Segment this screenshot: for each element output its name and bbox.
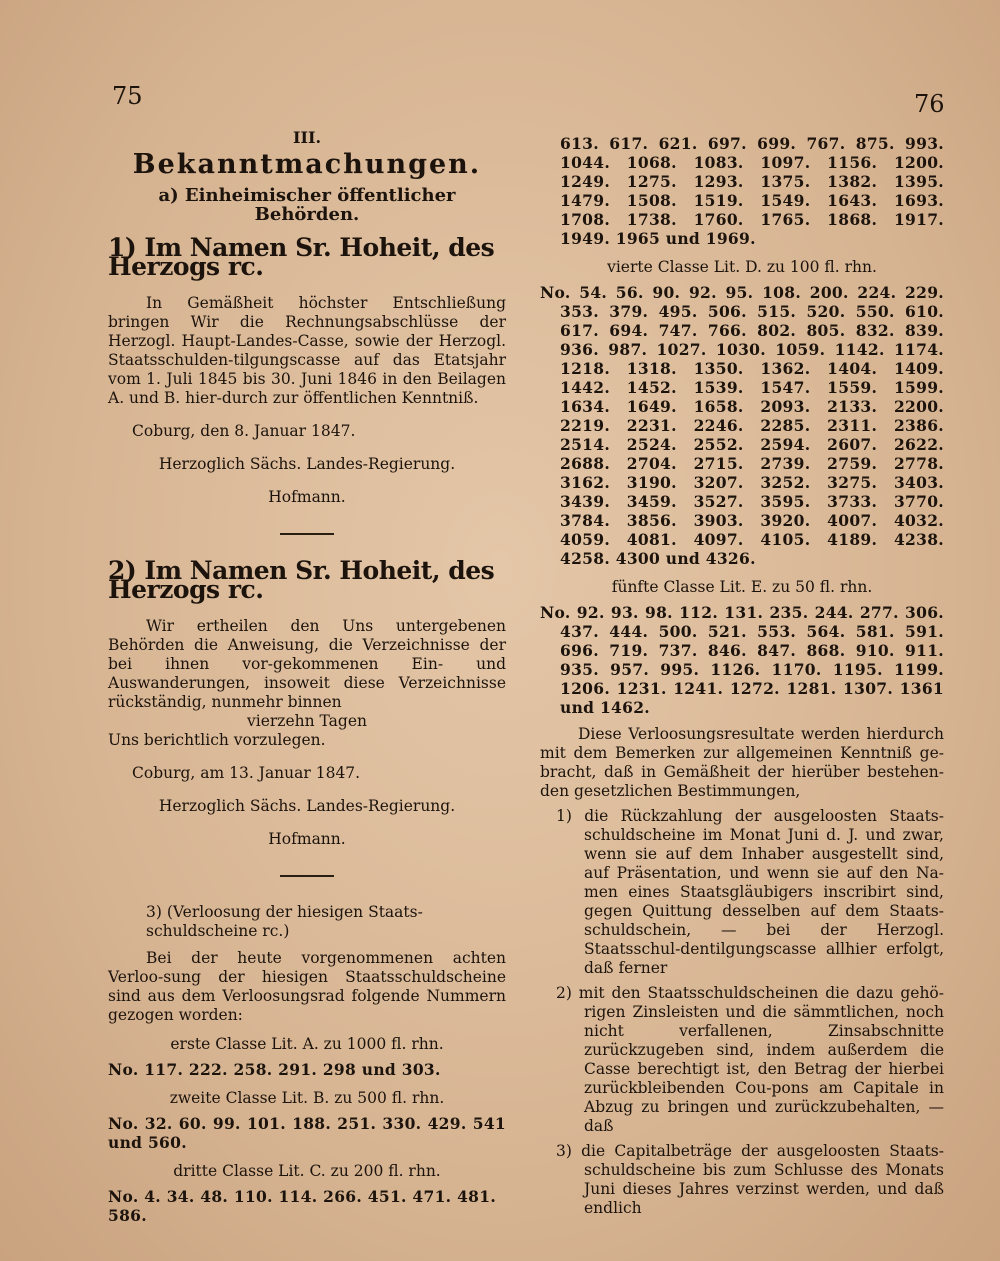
notice2-text-end: Uns berichtlich vorzulegen. (108, 731, 326, 749)
notice2-date: Coburg, am 13. Januar 1847. (132, 764, 361, 782)
class5-label: fünfte Classe Lit. E. zu 50 fl. rhn. (611, 578, 873, 596)
subsection-title: a) Einheimischer öffentlicher Behörden. (158, 185, 456, 225)
class4-label: vierte Classe Lit. D. zu 100 fl. rhn. (607, 258, 877, 276)
notice1-date: Coburg, den 8. Januar 1847. (132, 422, 356, 440)
divider (280, 875, 334, 877)
left-column (108, 128, 506, 1225)
notice1-heading: 1) Im Namen Sr. Hoheit, des Herzogs rc. (108, 233, 495, 281)
right-page-number: 76 (914, 90, 945, 118)
class3-numbers-start: No. 4. 34. 48. 110. 114. 266. 451. 471. 481. 586. (108, 1187, 497, 1225)
notice2-text-center: vierzehn Tagen (247, 712, 367, 730)
notice1-authority: Herzoglich Sächs. Landes-Regierung. (158, 455, 456, 473)
class2-label: zweite Classe Lit. B. zu 500 fl. rhn. (169, 1089, 445, 1107)
class1-numbers: No. 117. 222. 258. 291. 298 und 303. (108, 1060, 441, 1079)
notice3-heading: 3) (Verloosung der hiesigen Staats-schuldscheine rc.) (146, 903, 423, 940)
condition-item-2: 2) mit den Staatsschuldscheinen die dazu gehö-rigen Zinsleisten und die sämmtlichen, noch nicht verfallenen, Zinsabschnitte zurückzugeben sind, indem außerdem die Casse berechtigt ist, den Betrag der hierbei zurückbleibenden Cou-pons am Capitale in Abzug zu bringen und zurückzubehalten, — daß (556, 984, 944, 1135)
class5-numbers: No. 92. 93. 98. 112. 131. 235. 244. 277. 306. 437. 444. 500. 521. 553. 564. 581. 591. 696. 719. 737. 846. 847. 868. 910. 911. 935. 957. 995. 1126. 1170. 1195. 1199. 1206. 1231. 1241. 1272. 1281. 1307. 1361 und 1462. (540, 603, 944, 717)
class4-numbers: No. 54. 56. 90. 92. 95. 108. 200. 224. 229. 353. 379. 495. 506. 515. 520. 550. 610. 617. 694. 747. 766. 802. 805. 832. 839. 936. 987. 1027. 1030. 1059. 1142. 1174. 1218. 1318. 1350. 1362. 1404. 1409. 1442. 1452. 1539. 1547. 1559. 1599. 1634. 1649. 1658. 2093. 2133. 2200. 2219. 2231. 2246. 2285. 2311. 2386. 2514. 2524. 2552. 2594. 2607. 2622. 2688. 2704. 2715. 2739. 2759. 2778. 3162. 3190. 3207. 3252. 3275. 3403. 3439. 3459. 3527. 3595. 3733. 3770. 3784. 3856. 3903. 3920. 4007. 4032. 4059. 4081. 4097. 4105. 4189. 4238. 4258. 4300 und 4326. (540, 283, 944, 568)
section-title: Bekanntmachungen. (132, 149, 482, 180)
class3-numbers-continued: 613. 617. 621. 697. 699. 767. 875. 993. 1044. 1068. 1083. 1097. 1156. 1200. 1249. 1275. 1293. 1375. 1382. 1395. 1479. 1508. 1519. 1549. 1643. 1693. 1708. 1738. 1760. 1765. 1868. 1917. 1949. 1965 und 1969. (560, 134, 944, 248)
right-column (540, 134, 944, 1218)
notice3-text: Bei der heute vorgenommenen achten Verloo-sung der hiesigen Staatsschuldscheine sind aus dem Verloosungsrad folgende Nummern gezogen worden: (108, 949, 506, 1024)
divider (280, 533, 334, 535)
condition-item-3: 3) die Capitalbeträge der ausgeloosten Staats-schuldscheine bis zum Schlusse des Monats Juni dieses Jahres verzinst werden, und daß endlich (556, 1142, 944, 1217)
results-text: Diese Verloosungsresultate werden hierdurch mit dem Bemerken zur allgemeinen Kenntniß ge-bracht, daß in Gemäßheit der hierüber bestehen-den gesetzlichen Bestimmungen, (540, 725, 944, 800)
notice1-signature: Hofmann. (268, 488, 346, 506)
notice2-authority: Herzoglich Sächs. Landes-Regierung. (158, 797, 456, 815)
class2-numbers: No. 32. 60. 99. 101. 188. 251. 330. 429. 541 und 560. (108, 1114, 506, 1152)
section-roman-numeral: III. (292, 128, 322, 147)
notice2-heading: 2) Im Namen Sr. Hoheit, des Herzogs rc. (108, 556, 495, 604)
class1-label: erste Classe Lit. A. zu 1000 fl. rhn. (170, 1035, 444, 1053)
notice2-text: Wir ertheilen den Uns untergebenen Behörden die Anweisung, die Verzeichnisse der bei ihnen vor-gekommenen Ein- und Auswanderungen, insoweit diese Verzeichnisse rückständig, nunmehr binnen (108, 617, 506, 711)
condition-item-1: 1) die Rückzahlung der ausgeloosten Staats-schuldscheine im Monat Juni d. J. und zwar, wenn sie auf dem Inhaber ausgestellt sind, auf Präsentation, und wenn sie auf den Na-men eines Staatsgläubigers inscribirt sind, gegen Quittung desselben auf dem Staats-schuldschein, — bei der Herzogl. Staatsschul-dentilgungscasse allhier erfolgt, daß ferner (556, 807, 944, 977)
notice2-signature: Hofmann. (268, 830, 346, 848)
class3-label: dritte Classe Lit. C. zu 200 fl. rhn. (173, 1162, 441, 1180)
notice1-text: In Gemäßheit höchster Entschließung bringen Wir die Rechnungsabschlüsse der Herzogl. Haupt-Landes-Casse, sowie der Herzogl. Staatsschulden-tilgungscasse auf das Etatsjahr vom 1. Juli 1845 bis 30. Juni 1846 in den Beilagen A. und B. hier-durch zur öffentlichen Kenntniß. (108, 294, 506, 407)
left-page-number: 75 (112, 82, 143, 110)
